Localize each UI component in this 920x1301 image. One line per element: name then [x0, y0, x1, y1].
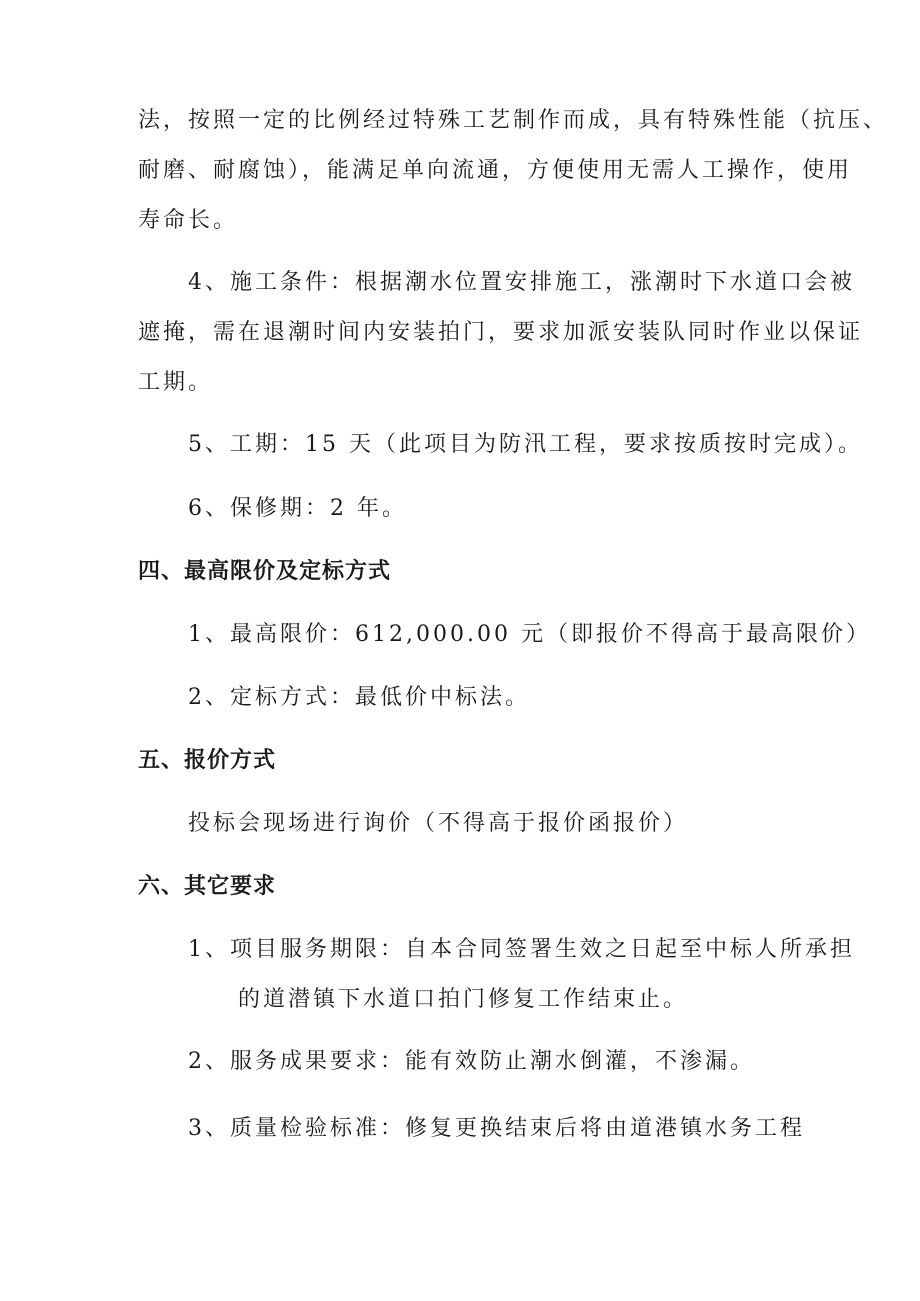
- body-line: 投标会现场进行询价（不得高于报价函报价）: [188, 811, 689, 836]
- section-heading: 五、报价方式: [138, 748, 277, 773]
- body-line: 寿命长。: [138, 208, 239, 233]
- section-heading: 六、其它要求: [138, 874, 277, 899]
- body-line: 1、最高限价：612,000.00 元（即报价不得高于最高限价）: [188, 622, 871, 647]
- body-line: 遮掩，需在退潮时间内安装拍门，要求加派安装队同时作业以保证: [138, 320, 864, 345]
- body-line: 4、施工条件：根据潮水位置安排施工，涨潮时下水道口会被: [188, 270, 855, 295]
- body-line: 2、服务成果要求：能有效防止潮水倒灌，不渗漏。: [188, 1049, 755, 1074]
- body-line: 2、定标方式：最低价中标法。: [188, 685, 530, 710]
- section-heading: 四、最高限价及定标方式: [138, 559, 392, 584]
- body-line: 6、保修期：2 年。: [188, 496, 407, 521]
- body-line: 法，按照一定的比例经过特殊工艺制作而成，具有特殊性能（抗压、: [138, 108, 889, 133]
- body-line: 耐磨、耐腐蚀），能满足单向流通，方便使用无需人工操作，使用: [138, 158, 853, 183]
- body-line: 1、项目服务期限：自本合同签署生效之日起至中标人所承担: [188, 937, 855, 962]
- body-line: 工期。: [138, 370, 214, 395]
- body-line: 的道潜镇下水道口拍门修复工作结束止。: [238, 987, 689, 1012]
- body-line: 5、工期：15 天（此项目为防汛工程，要求按质按时完成）。: [188, 432, 863, 457]
- body-line: 3、质量检验标准：修复更换结束后将由道港镇水务工程: [188, 1116, 805, 1141]
